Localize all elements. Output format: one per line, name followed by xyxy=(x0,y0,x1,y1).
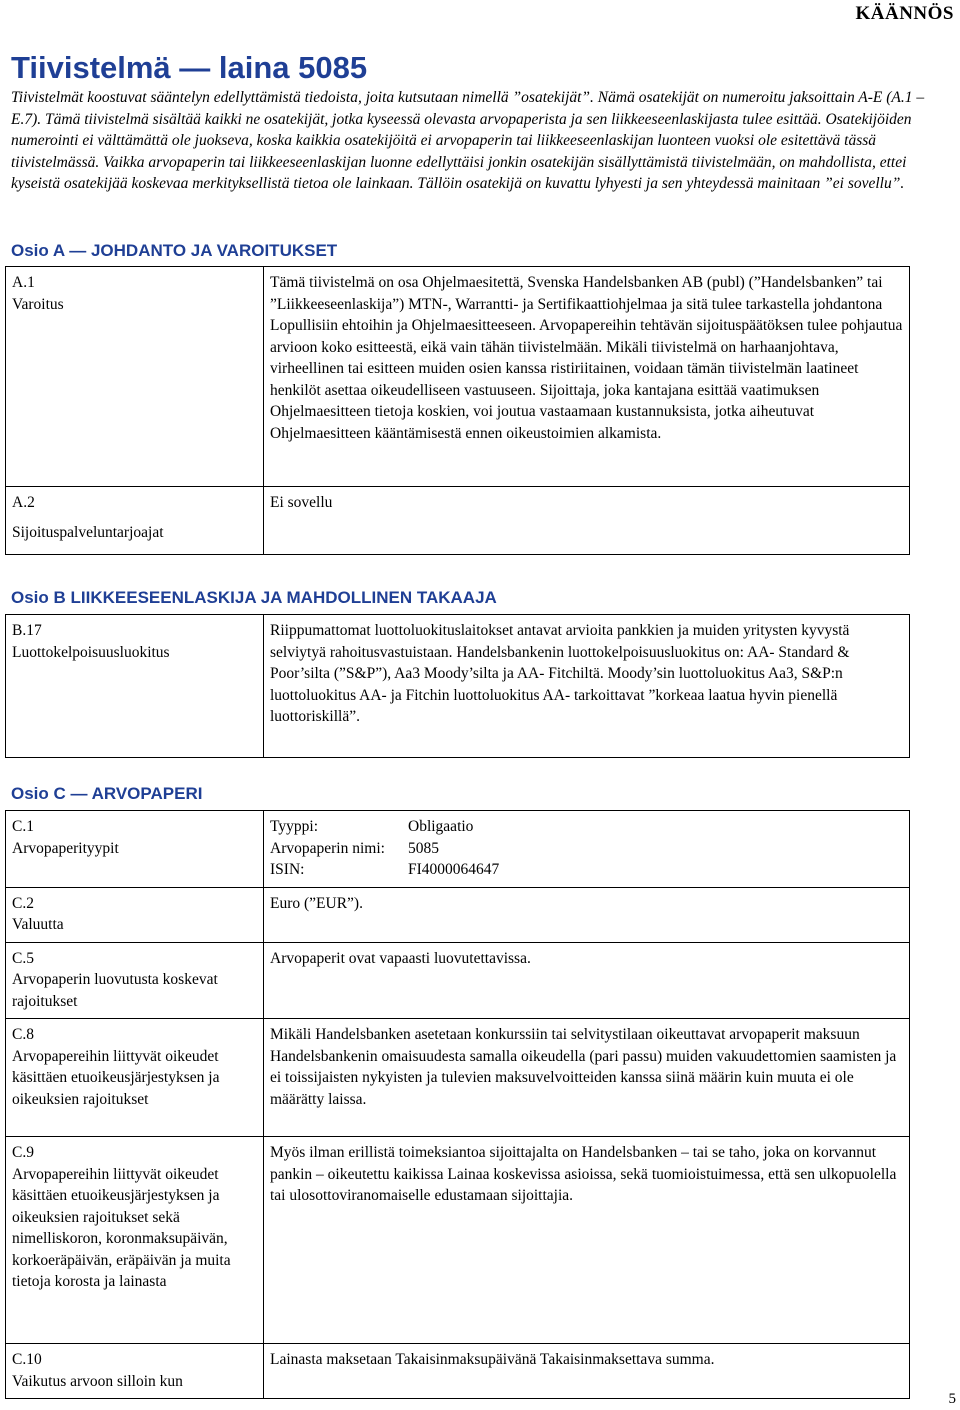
element-label: Vaikutus arvoon silloin kun xyxy=(12,1372,183,1390)
element-label: Arvopapereihin liittyvät oikeudet käsittäen etuoikeusjärjestyksen ja oikeuksien rajoitukset xyxy=(12,1047,220,1108)
element-code: C.10 xyxy=(12,1351,42,1368)
table-row xyxy=(6,811,910,888)
element-content: Myös ilman erillistä toimeksiantoa sijoittajalta on Handelsbanken – tai se taho, joka on korvannut pankin – oikeutettu kaikissa Lainaa koskevissa asioissa, sekä tuomioistuimessa, että sen ulkopuolella tai ulosottoviranomaiselle edustamaan sijoittajia. xyxy=(264,1137,910,1344)
element-code: C.2 xyxy=(12,894,34,912)
element-content: Mikäli Handelsbanken asetetaan konkurssiin tai selvitystilaan oikeuttavat arvopaperit maksuun Handelsbankenin omaisuudesta samalla oikeudella (pari passu) muiden vakuudettomien saamisten ja ei toissijaisten nykyisten ja tulevien maksuvelvoitteiden kanssa siinä määrin kuin muuta ei ole määrätty laissa. xyxy=(264,1019,910,1137)
element-label: Luottokelpoisuusluokitus xyxy=(12,643,170,661)
table-row xyxy=(6,942,910,1019)
element-label-cell xyxy=(6,942,264,1019)
element-label-cell xyxy=(6,811,264,888)
table-row xyxy=(6,1019,910,1137)
element-content: Riippumattomat luottoluokituslaitokset antavat arvioita pankkien ja muiden yritysten kyvystä selviytyä rahoitusvastuistaan. Handelsbankenin luottokelpoisuusluokitus on: AA- Standard & Poor’silta (”S&P”), Aa3 Moody’silta ja AA- Fitchiltä. Moody’sin luottoluokitus Aa3, S&P:n luottoluokitus AA- ja Fitchin luottoluokitus AA- tarkoittavat ”korkeaa laatua hyvin pienellä luottoriskillä”. xyxy=(264,615,910,758)
element-content: Ei sovellu xyxy=(264,487,910,555)
section-c-heading: Osio C — ARVOPAPERI xyxy=(11,784,203,803)
element-content: Lainasta maksetaan Takaisinmaksupäivänä Takaisinmaksettava summa. xyxy=(264,1344,910,1399)
intro-paragraph: Tiivistelmät koostuvat sääntelyn edellyttämistä tiedoista, joita kutsutaan nimellä ”osatekijät”. Nämä osatekijät on numeroitu jaksoittain A-E (A.1 – E.7). Tämä tiivistelmä sisältää kaikki ne osatekijät, jotka kyseessä olevasta arvopaperista ja sen liikkeeseenlaskijasta tulee esittää. Osatekijöiden numerointi ei välttämättä ole juokseva, koska kaikkia osatekijöitä ei arvopaperin tai liikkeeseenlaskijan luonteen vuoksi ole esitettävä tässä tiivistelmässä. Vaikka arvopaperin tai liikkeeseenlaskijan luonne edellyttäisi jonkin osatekijän sisällyttämistä tiivistelmään, on mahdollista, ettei kyseistä osatekijää koskevaa merkityksellistä tietoa ole lainkaan. Tällöin osatekijä on kuvattu lyhyesti ja sen yhteydessä mainitaan ”ei sovellu”. xyxy=(11,89,925,192)
element-label-cell xyxy=(6,1137,264,1344)
table-row xyxy=(6,887,910,942)
security-details xyxy=(270,816,903,881)
table-row xyxy=(6,487,910,555)
element-label-cell xyxy=(6,615,264,758)
type-value: Obligaatio xyxy=(408,818,474,835)
element-label-cell xyxy=(6,487,264,555)
element-label: Sijoituspalveluntarjoajat xyxy=(12,523,164,541)
isin-value: FI4000064647 xyxy=(408,861,500,878)
element-label-cell xyxy=(6,267,264,487)
element-label: Arvopaperityypit xyxy=(12,839,119,857)
page-number: 5 xyxy=(948,1391,956,1407)
element-label: Arvopapereihin liittyvät oikeudet käsittäen etuoikeusjärjestyksen ja oikeuksien rajoitukset sekä nimelliskoron, koronmaksupäivän, korkoeräpäivän, eräpäivän ja muita tietoja korosta ja lainasta xyxy=(12,1165,231,1290)
table-row xyxy=(6,267,910,487)
type-key: Tyyppi: xyxy=(270,818,318,835)
element-content: Tämä tiivistelmä on osa Ohjelmaesitettä, Svenska Handelsbanken AB (publ) (”Handelsbanken” tai ”Liikkeeseenlaskija”) MTN-, Warrantti- ja Sertifikaattiohjelmaa ja sitä tulee tarkastella johdantona Lopullisiin ehtoihin ja Ohjelmaesitteeseen. Arvopapereihin tehtävän sijoituspäätöksen tulee pohjautua arvioon koko esitteestä, eikä vain tähän tiivistelmään. Mikäli tiivistelmä on harhaanjohtava, virheellinen tai esitteen muiden osien kanssa ristiriitainen, voidaan tämän tiivistelmän laatineet henkilöt asettaa oikeudelliseen vastuuseen. Sijoittaja, joka kantajana esittää vaatimuksen Ohjelmaesitteen tietoja koskien, voi joutua vastaamaan kustannuksista, jotka aiheutuvat Ohjelmaesitteen kääntämisestä ennen oikeustoimien alkamista. xyxy=(264,267,910,487)
element-label: Varoitus xyxy=(12,295,64,313)
section-b-heading: Osio B LIIKKEESEENLASKIJA JA MAHDOLLINEN TAKAAJA xyxy=(11,588,497,607)
element-code: B.17 xyxy=(12,622,42,639)
element-code: A.1 xyxy=(12,274,35,291)
element-code: C.1 xyxy=(12,818,34,835)
element-code: C.5 xyxy=(12,949,34,967)
isin-key: ISIN: xyxy=(270,861,305,878)
section-b-table xyxy=(5,614,910,758)
element-label: Valuutta xyxy=(12,916,64,933)
table-row xyxy=(6,1344,910,1399)
translation-label: KÄÄNNÖS xyxy=(855,3,954,24)
element-content xyxy=(264,811,910,888)
section-c-table xyxy=(5,810,910,1399)
element-label: Arvopaperin luovutusta koskevat rajoitukset xyxy=(12,971,218,1010)
table-row xyxy=(6,1137,910,1344)
element-label-cell xyxy=(6,1344,264,1399)
section-a-table xyxy=(5,266,910,555)
element-label-cell xyxy=(6,1019,264,1137)
section-a-heading: Osio A — JOHDANTO JA VAROITUKSET xyxy=(11,241,338,260)
element-label-cell xyxy=(6,887,264,942)
element-content: Arvopaperit ovat vapaasti luovutettavissa. xyxy=(264,942,910,1019)
element-code: A.2 xyxy=(12,494,35,511)
table-row xyxy=(6,615,910,758)
element-code: C.9 xyxy=(12,1144,34,1161)
name-value: 5085 xyxy=(408,839,439,857)
name-key: Arvopaperin nimi: xyxy=(270,839,385,857)
element-code: C.8 xyxy=(12,1026,34,1043)
element-content: Euro (”EUR”). xyxy=(264,887,910,942)
document-title: Tiivistelmä — laina 5085 xyxy=(11,50,368,85)
